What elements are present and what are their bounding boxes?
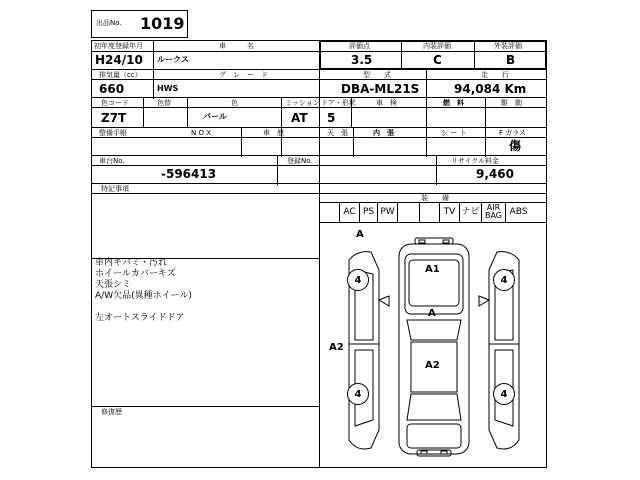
registration-label: 初年度登録年月 [94,42,143,50]
note-line: 車内キバミ・汚れ [95,258,168,268]
lot-label: 出品No. [96,19,122,27]
model-label: 型 式 [363,71,391,79]
mark-side: A2 [329,342,344,353]
paint-change-label: 色替 [157,99,171,107]
equipment-item: AC [339,202,359,222]
repair-history-label: 修復歴 [101,408,122,416]
car-name-value: ルークス [157,55,189,64]
car-name-label: 車 名 [219,42,254,50]
notes-label: 特記事項 [101,185,129,193]
note-line: 天張シミ [95,280,132,290]
mark-rear: A2 [425,360,440,371]
mileage-value: 94,084 Km [454,82,527,96]
maintenance-book-label: 整備手帳 [99,129,127,137]
equipment-item: AIR BAG [481,202,505,222]
note-line: ホイールカバーキズ [95,269,176,279]
history-label: 車 歴 [263,129,284,137]
equipment-item [397,202,419,222]
lot-number-box [91,10,188,38]
displacement-label: 排気量（cc） [99,71,142,79]
roof-lining-label: 天 張 [327,129,348,137]
interior-grade-label: 内装評価 [423,42,451,50]
front-glass-value: 傷 [509,139,522,153]
drive-label: 駆 動 [501,99,522,107]
color-label: 色 [231,99,238,107]
color-code-value: Z7T [101,111,127,125]
tire-front-left: 4 [347,269,369,291]
equipment-item: ABS [505,202,531,222]
inspection-label: 車 検 [376,99,397,107]
auction-sheet [91,40,547,468]
interior-lining-label: 内 張 [373,129,394,137]
score-value: 3.5 [351,53,373,67]
tire-rear-left: 4 [347,383,369,405]
mission-label: ミッション [285,99,320,107]
mission-value: AT [291,111,308,125]
equipment-item: PS [359,202,377,222]
registration-number-label: 登録No. [287,157,313,165]
note-line: A/W欠品(異種ホイール) [95,291,192,301]
mark-roof: A [428,308,436,319]
interior-grade-value: C [433,53,442,67]
recycle-fee-label: リサイクル料金 [451,157,500,165]
tire-front-right: 4 [493,269,515,291]
equipment-item: PW [377,202,397,222]
tire-rear-right: 4 [493,383,515,405]
fuel-label: 燃 料 [443,99,464,107]
doors-label: ドア・形状 [321,99,356,107]
grade-label: グ レ ー ド [219,71,268,79]
exterior-grade-label: 外装評価 [494,42,522,50]
chassis-number-value: -596413 [161,167,217,181]
nox-label: N O X [191,129,211,137]
doors-value: 5 [327,111,336,125]
recycle-fee-value: 9,460 [476,167,514,181]
lot-number: 1019 [140,14,185,33]
equipment-label: 装 備 [421,194,449,202]
front-glass-label: F ガラス [499,129,527,137]
grade-value: HWS [157,84,179,93]
model-value: DBA-ML21S [341,82,420,96]
chassis-number-label: 車台No. [99,157,125,165]
registration-value: H24/10 [95,53,143,67]
note-line: 左オートスライドドア [95,313,185,323]
displacement-value: 660 [99,82,125,96]
mark-hood: A1 [425,264,440,275]
equipment-item: TV [439,202,459,222]
equipment-item [419,202,439,222]
equipment-item: ナビ [459,202,481,222]
mark-front: A [356,229,364,240]
color-code-label: 色コード [101,99,129,107]
color-value: パール [203,112,227,121]
score-label: 評価点 [349,42,370,50]
seat-label: シ ー ト [441,129,467,137]
exterior-grade-value: B [506,53,516,67]
mileage-label: 走 行 [481,71,509,79]
